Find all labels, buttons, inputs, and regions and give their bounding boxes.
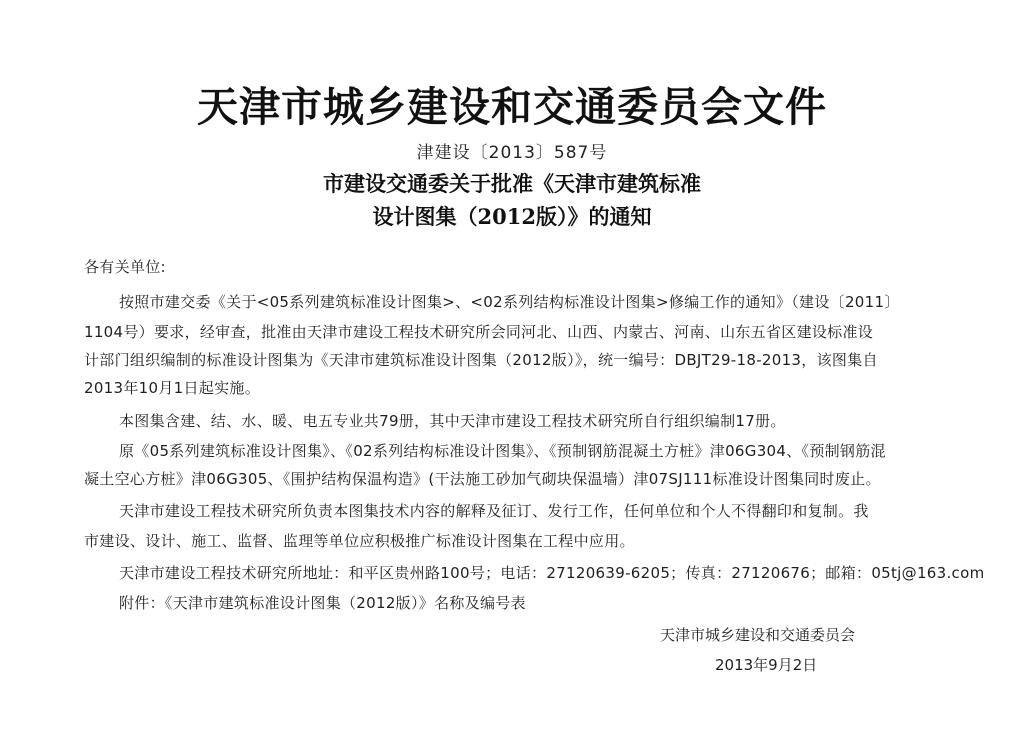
document-header-title: 天津市城乡建设和交通委员会文件 [197,83,827,131]
paragraph-1-line-2: 1104号）要求，经审查，批准由天津市建设工程技术研究所会同河北、山西、内蒙古、河南、山东五省区建设标准设 [84,323,874,341]
salutation: 各有关单位: [84,258,166,276]
subject-line-1: 市建设交通委关于批准《天津市建筑标准 [323,171,701,196]
paragraph-3-line-2: 凝土空心方桩》津06G305、《围护结构保温构造》(干法施工砂加气砌块保温墙）津07SJ111标准设计图集同时废止。 [84,470,881,488]
paragraph-2: 本图集含建、结、水、暖、电五专业共79册，其中天津市建设工程技术研究所自行组织编制17册。 [119,412,786,430]
document-number: 津建设〔2013〕587号 [416,143,608,163]
signature-organization: 天津市城乡建设和交通委员会 [660,626,856,644]
paragraph-1-line-3: 计部门组织编制的标准设计图集为《天津市建筑标准设计图集（2012版）》，统一编号：DBJT29-18-2013，该图集自 [84,351,878,369]
paragraph-3-line-1: 原《05系列建筑标准设计图集》、《02系列结构标准设计图集》、《预制钢筋混凝土方桩》津06G304、《预制钢筋混 [119,442,886,460]
subject-line-2: 设计图集（2012版）》的通知 [372,204,652,229]
signature-date: 2013年9月2日 [715,656,818,674]
paragraph-4-line-2: 市建设、设计、施工、监督、监理等单位应积极推广标准设计图集在工程中应用。 [84,532,635,550]
contact-info: 天津市建设工程技术研究所地址：和平区贵州路100号；电话：27120639-6205；传真：27120676；邮箱：05tj@163.com [119,564,985,582]
paragraph-4-line-1: 天津市建设工程技术研究所负责本图集技术内容的解释及征订、发行工作，任何单位和个人不得翻印和复制。我 [119,502,869,520]
attachment-note: 附件：《天津市建筑标准设计图集（2012版）》名称及编号表 [119,594,526,612]
paragraph-1-line-1: 按照市建交委《关于<05系列建筑标准设计图集>、<02系列结构标准设计图集>修编工作的通知》（建设〔2011〕 [119,293,900,311]
paragraph-1-line-4: 2013年10月1日起实施。 [84,379,261,397]
